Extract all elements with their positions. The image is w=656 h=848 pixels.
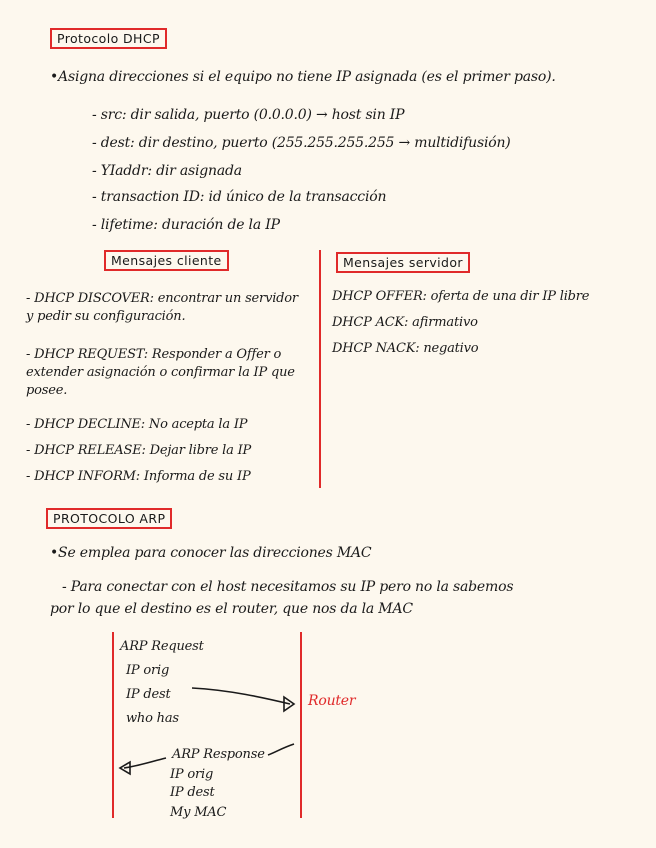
router-label: Router: [308, 693, 356, 709]
dhcp-item-transaction: - transaction ID: id único de la transacción: [92, 189, 387, 205]
client-msg-release: - DHCP RELEASE: Dejar libre la IP: [26, 443, 252, 458]
arp-response-ip-dest: IP dest: [170, 785, 215, 800]
dhcp-intro: •Asigna direcciones si el equipo no tiene IP asignada (es el primer paso).: [50, 69, 556, 85]
dhcp-item-src: - src: dir salida, puerto (0.0.0.0) → host sin IP: [92, 107, 405, 123]
client-messages-title: Mensajes cliente: [104, 250, 229, 271]
arp-title: PROTOCOLO ARP: [46, 508, 172, 529]
dhcp-item-lifetime: - lifetime: duración de la IP: [92, 217, 280, 233]
client-msg-discover: - DHCP DISCOVER: encontrar un servidor y pedir su configuración.: [26, 291, 298, 324]
arp-intro: •Se emplea para conocer las direcciones MAC: [50, 545, 372, 561]
client-msg-request: - DHCP REQUEST: Responder a Offer o extender asignación o confirmar la IP que posee.: [26, 347, 295, 398]
client-msg-decline: - DHCP DECLINE: No acepta la IP: [26, 417, 248, 432]
arp-response-label: ARP Response: [172, 747, 265, 762]
request-arrow: [192, 688, 294, 711]
server-msg-nack: DHCP NACK: negativo: [332, 341, 479, 356]
arp-request-who-has: who has: [126, 711, 179, 726]
dhcp-item-yiaddr: - YIaddr: dir asignada: [92, 163, 242, 179]
arp-request-ip-orig: IP orig: [126, 663, 170, 678]
dhcp-title: Protocolo DHCP: [50, 28, 167, 49]
arp-line-1: - Para conectar con el host necesitamos su IP pero no la sabemos: [62, 579, 514, 595]
server-msg-ack: DHCP ACK: afirmativo: [332, 315, 478, 330]
arp-response-my-mac: My MAC: [170, 805, 227, 820]
response-arrow: [120, 744, 294, 774]
arp-response-ip-orig: IP orig: [170, 767, 214, 782]
arp-request-label: ARP Request: [120, 639, 204, 654]
dhcp-item-dest: - dest: dir destino, puerto (255.255.255.255 → multidifusión): [92, 135, 511, 151]
server-msg-offer: DHCP OFFER: oferta de una dir IP libre: [332, 289, 590, 304]
arp-line-2: por lo que el destino es el router, que nos da la MAC: [50, 601, 413, 617]
server-messages-title: Mensajes servidor: [336, 252, 470, 273]
client-msg-inform: - DHCP INFORM: Informa de su IP: [26, 469, 251, 484]
arp-request-ip-dest: IP dest: [126, 687, 171, 702]
